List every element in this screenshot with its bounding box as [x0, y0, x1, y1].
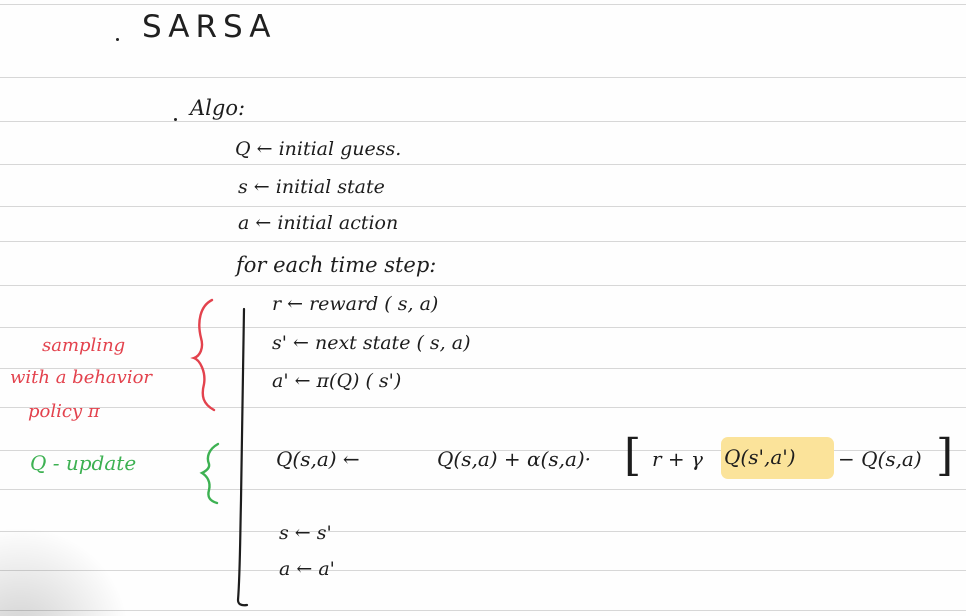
update-lhs: Q(s,a) ← [276, 447, 360, 471]
sampling-annotation-line2: with a behavior [10, 367, 153, 388]
algo-bullet [174, 118, 177, 121]
ruled-line [0, 489, 966, 490]
page-title: SARSA [142, 9, 277, 45]
red-brace [194, 300, 214, 410]
loop-header: for each time step: [236, 253, 437, 277]
ruled-line [0, 164, 966, 165]
algo-heading: Algo: [190, 96, 246, 120]
ruled-line [0, 327, 966, 328]
init-line-s: s ← initial state [238, 176, 385, 198]
ruled-line [0, 77, 966, 78]
sampling-line-reward: r ← reward ( s, a) [272, 293, 439, 315]
sampling-line-action: a' ← π(Q) ( s') [272, 370, 402, 392]
ruled-line [0, 610, 966, 611]
sampling-annotation-line1: sampling [42, 335, 126, 356]
assign-line-a: a ← a' [279, 558, 335, 580]
title-bullet [116, 38, 119, 41]
loop-bar [238, 309, 247, 605]
ruled-line [0, 4, 966, 5]
update-bracket-open: [ [624, 430, 642, 481]
ruled-line [0, 121, 966, 122]
ruled-line [0, 285, 966, 286]
corner-shadow [0, 526, 130, 616]
ruled-line [0, 570, 966, 571]
ruled-line [0, 241, 966, 242]
update-target: Q(s',a') [724, 445, 796, 469]
init-line-a: a ← initial action [238, 212, 399, 234]
init-line-q: Q ← initial guess. [235, 138, 402, 160]
green-brace [202, 444, 218, 503]
update-bracket-close: ] [936, 430, 954, 481]
update-term1: Q(s,a) + α(s,a)· [437, 447, 592, 471]
sampling-line-next-state: s' ← next state ( s, a) [272, 332, 471, 354]
ruled-line [0, 206, 966, 207]
q-update-annotation: Q - update [30, 451, 137, 475]
ruled-line [0, 407, 966, 408]
assign-line-s: s ← s' [279, 522, 332, 544]
ruled-line [0, 531, 966, 532]
update-minus-term: − Q(s,a) [838, 447, 922, 471]
sampling-annotation-line3: policy π [28, 401, 100, 422]
update-reward-discount: r + γ [652, 447, 703, 471]
